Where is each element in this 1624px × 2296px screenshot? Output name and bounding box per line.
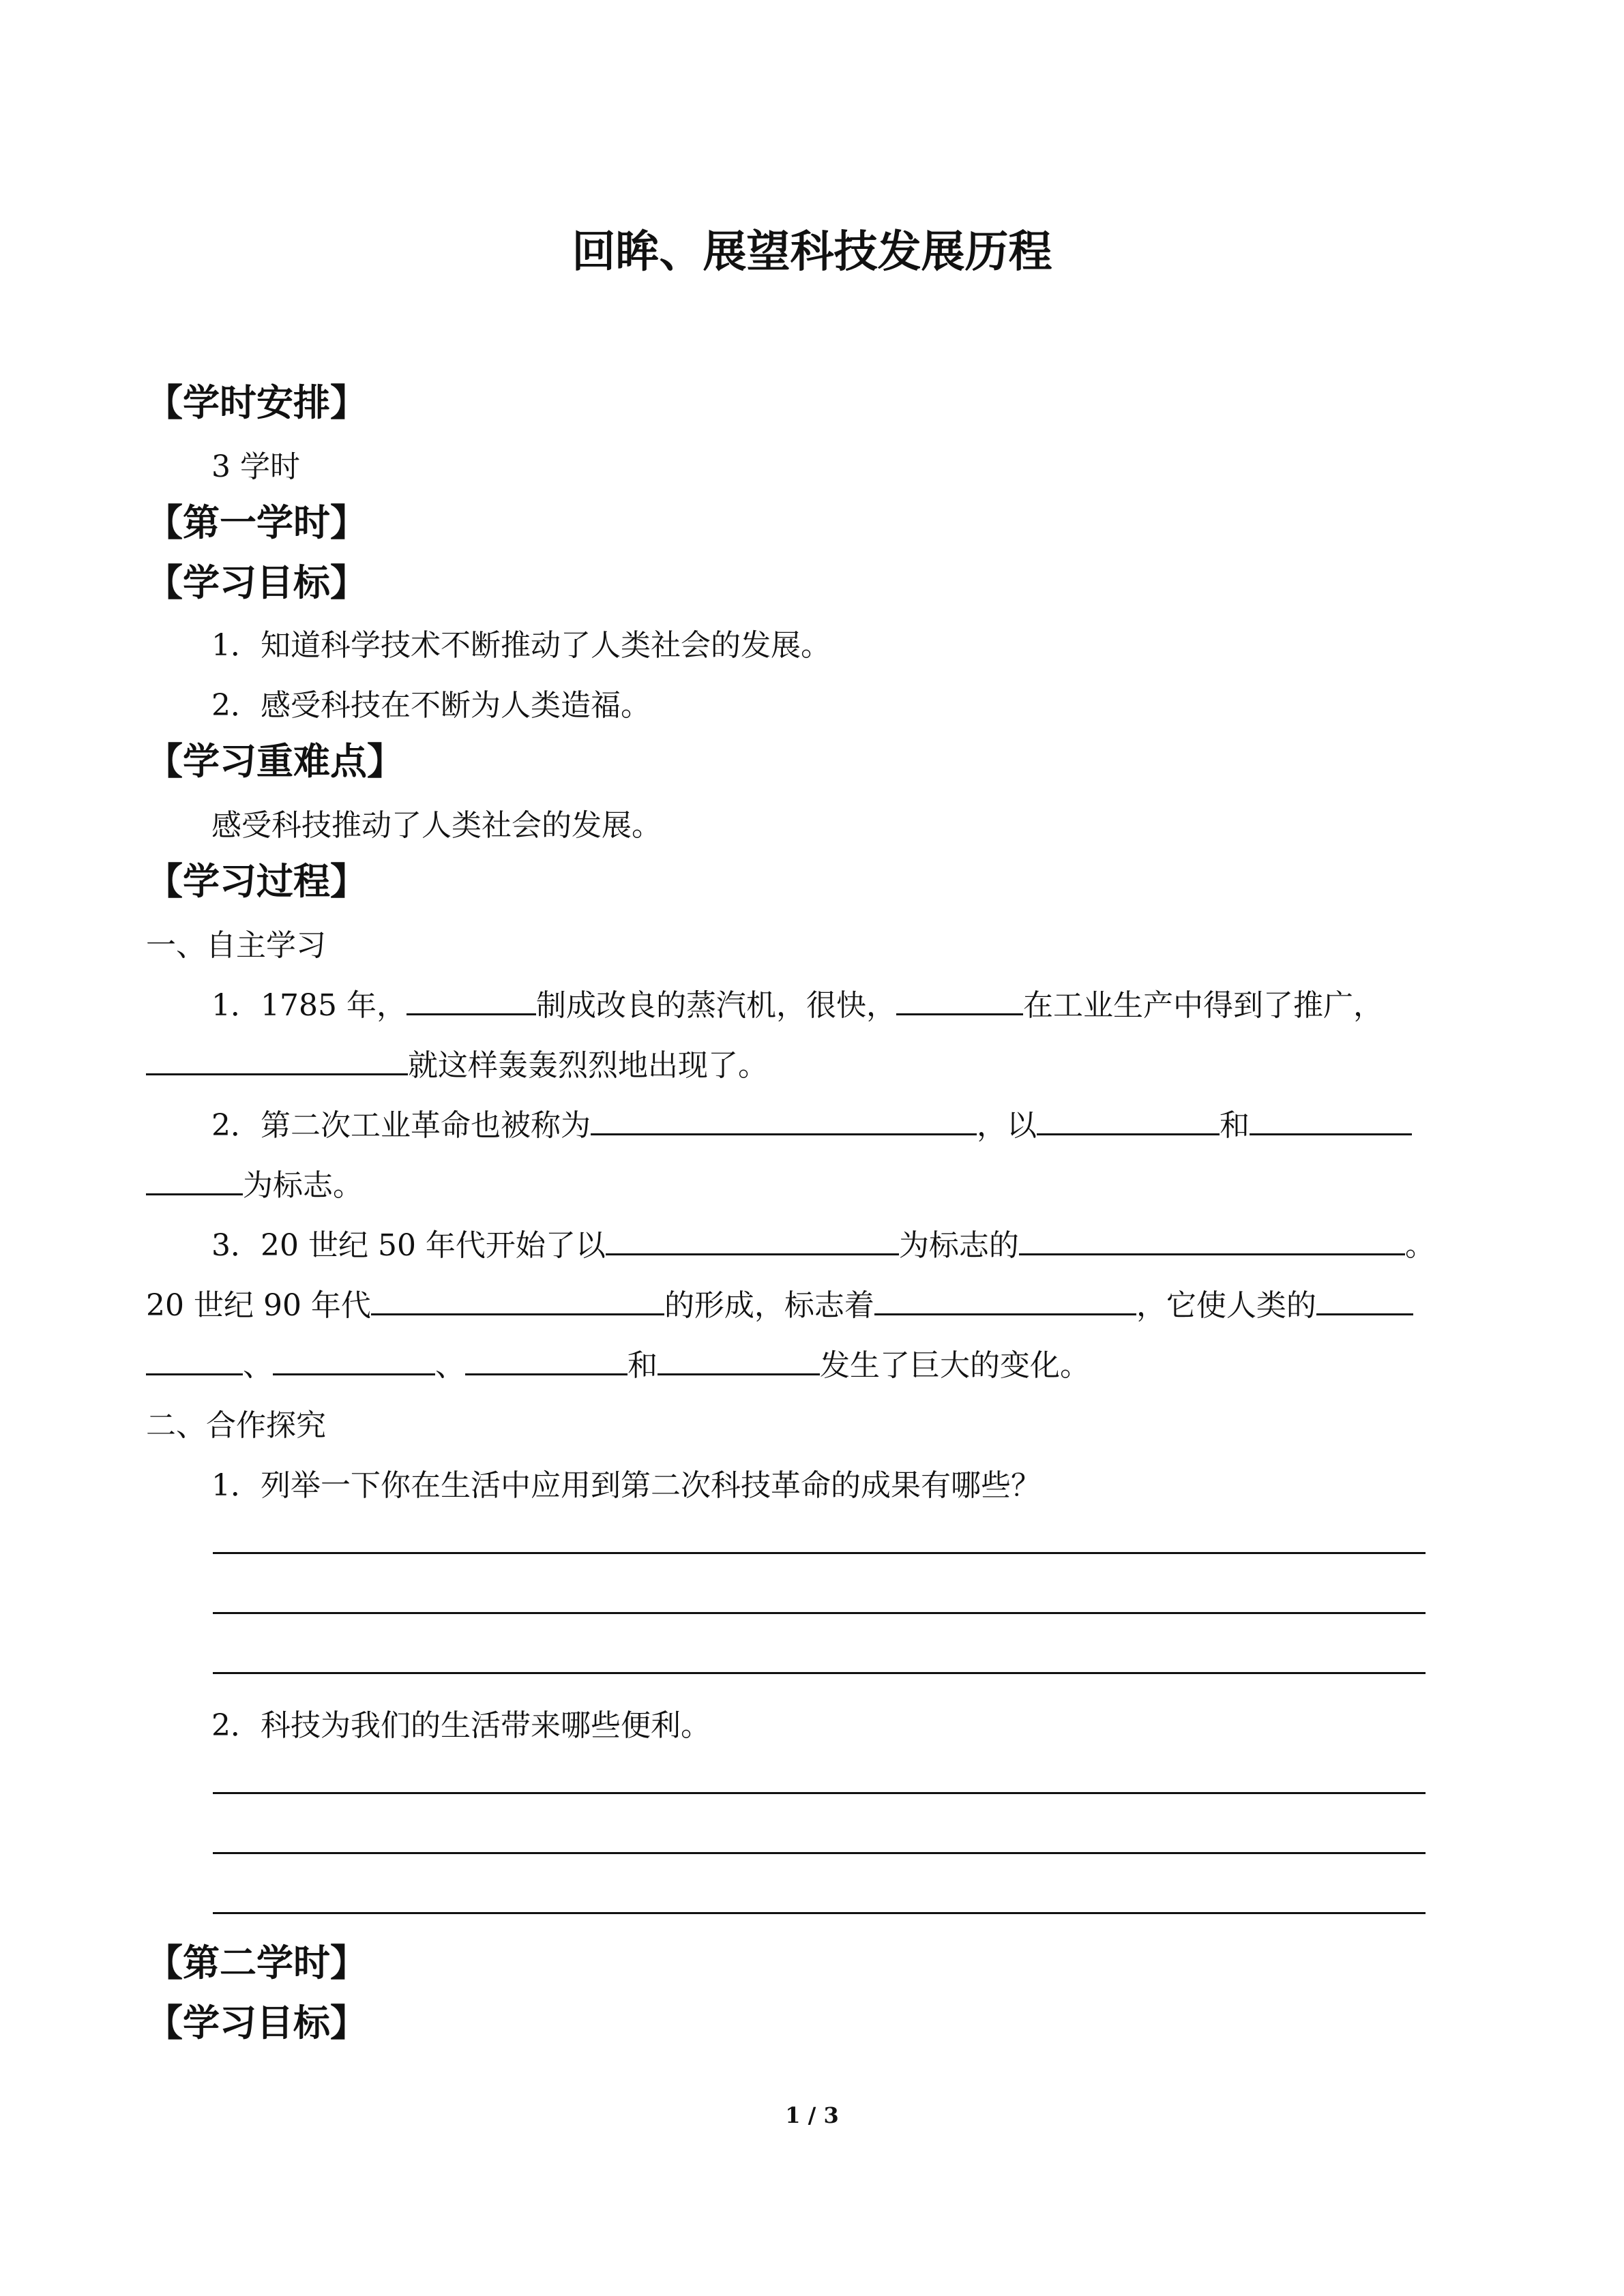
fill-blank[interactable] <box>896 986 1023 1015</box>
key-points-text: 感受科技推动了人类社会的发展。 <box>211 808 662 843</box>
heading-period-2: 【第二学时】 <box>146 1941 367 1984</box>
question-1-line-1: 1．1785 年， 制成改良的蒸汽机，很快， 在工业生产中得到了推广， <box>211 981 1383 1024</box>
heading-goals-2: 【学习目标】 <box>146 2001 367 2044</box>
schedule-value: 3 学时 <box>211 449 300 484</box>
fill-blank[interactable] <box>1019 1226 1405 1255</box>
fill-blank[interactable] <box>371 1286 664 1315</box>
page-number: 1 / 3 <box>785 2102 839 2128</box>
page-title: 回眸、展望科技发展历程 <box>572 226 1052 278</box>
fill-blank[interactable] <box>606 1226 899 1255</box>
answer-line[interactable] <box>213 1792 1426 1794</box>
fill-blank[interactable] <box>1250 1106 1412 1135</box>
fill-blank[interactable] <box>1316 1286 1413 1315</box>
cooperative-question-2: 2．科技为我们的生活带来哪些便利。 <box>211 1708 711 1743</box>
goal-item: 2．感受科技在不断为人类造福。 <box>211 688 651 723</box>
fill-blank[interactable] <box>146 1166 243 1195</box>
question-2-line-1: 2．第二次工业革命也被称为 ，以 和 <box>211 1101 1412 1144</box>
answer-line[interactable] <box>213 1612 1426 1614</box>
heading-schedule: 【学时安排】 <box>146 381 367 424</box>
answer-line[interactable] <box>213 1852 1426 1854</box>
fill-blank[interactable] <box>658 1346 820 1375</box>
section-self-study: 一、自主学习 <box>146 928 326 963</box>
fill-blank[interactable] <box>146 1046 408 1075</box>
question-3-line-1: 3．20 世纪 50 年代开始了以 为标志的 。 <box>211 1221 1435 1264</box>
section-cooperative-inquiry: 二、合作探究 <box>146 1408 326 1443</box>
fill-blank[interactable] <box>407 986 536 1015</box>
fill-blank[interactable] <box>874 1286 1136 1315</box>
fill-blank[interactable] <box>591 1106 977 1135</box>
question-1-line-2: 就这样轰轰烈烈地出现了。 <box>146 1041 768 1084</box>
answer-line[interactable] <box>213 1912 1426 1914</box>
answer-line[interactable] <box>213 1672 1426 1674</box>
question-3-line-3: 、 、 和 发生了巨大的变化。 <box>146 1341 1090 1384</box>
heading-process: 【学习过程】 <box>146 859 367 903</box>
fill-blank[interactable] <box>273 1346 435 1375</box>
question-3-line-2: 20 世纪 90 年代 的形成，标志着 ，它使人类的 <box>146 1281 1413 1324</box>
fill-blank[interactable] <box>1037 1106 1220 1135</box>
question-2-line-2: 为标志。 <box>146 1161 363 1204</box>
answer-line[interactable] <box>213 1552 1426 1554</box>
cooperative-question-1: 1．列举一下你在生活中应用到第二次科技革命的成果有哪些？ <box>211 1468 1041 1503</box>
goal-item: 1．知道科学技术不断推动了人类社会的发展。 <box>211 628 831 663</box>
fill-blank[interactable] <box>146 1346 243 1375</box>
heading-key-points: 【学习重难点】 <box>146 739 404 783</box>
fill-blank[interactable] <box>465 1346 628 1375</box>
heading-period-1: 【第一学时】 <box>146 501 367 544</box>
heading-goals: 【学习目标】 <box>146 561 367 604</box>
